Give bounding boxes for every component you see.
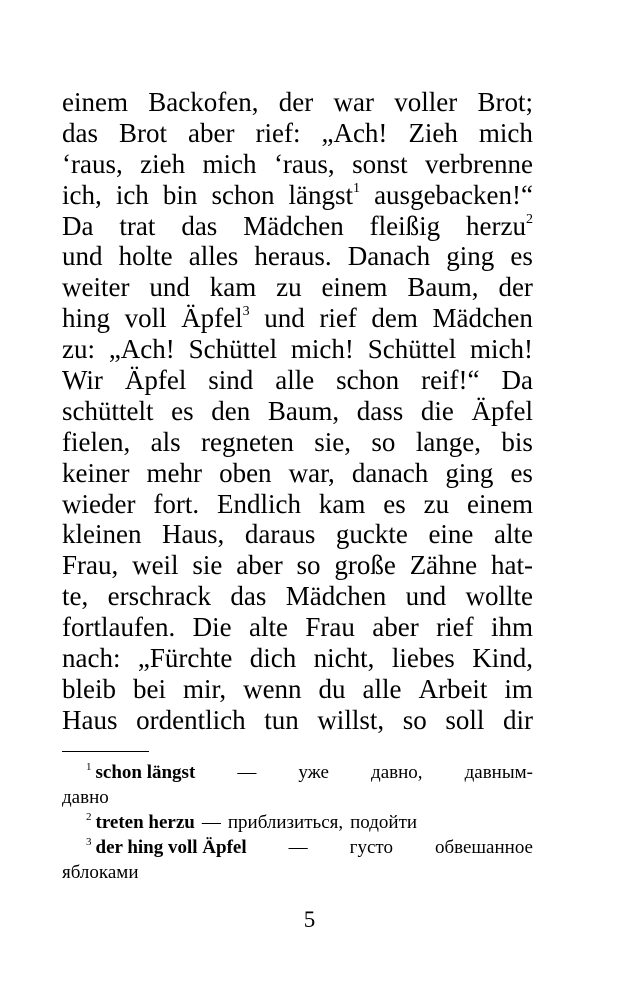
footnote-3-continuation: яблоками bbox=[62, 862, 139, 883]
text-word: und bbox=[62, 241, 103, 272]
footnote-1-line-1 bbox=[62, 760, 533, 785]
text-word: mich! bbox=[470, 334, 533, 365]
text-word: zieh bbox=[140, 148, 186, 179]
text-word: dass bbox=[356, 395, 404, 426]
text-word: so bbox=[402, 704, 427, 735]
text-word: alte bbox=[493, 519, 533, 550]
text-word: Zähne bbox=[409, 550, 478, 581]
text-word: nach: bbox=[62, 643, 121, 674]
text-word: wenn bbox=[243, 673, 302, 704]
text-word: ihm bbox=[490, 612, 533, 643]
text-word: fort. bbox=[153, 488, 200, 519]
text-word: schon bbox=[336, 365, 400, 396]
text-word: die bbox=[420, 395, 454, 426]
text-line bbox=[62, 272, 533, 303]
text-word: ging bbox=[446, 241, 495, 272]
text-word: bei bbox=[132, 673, 166, 704]
text-word: mich! bbox=[290, 334, 354, 365]
text-word: eine bbox=[428, 519, 474, 550]
text-word: ging bbox=[445, 457, 494, 488]
text-word: Da bbox=[62, 210, 94, 241]
text-word: „Fürchte bbox=[137, 643, 233, 674]
footnote-3 bbox=[62, 835, 533, 885]
text-word: Schüttel bbox=[367, 334, 457, 365]
text-word: trat bbox=[119, 210, 156, 241]
text-word: nicht, bbox=[313, 643, 375, 674]
text-word: mich bbox=[202, 148, 257, 179]
text-word: ausgebacken!“ bbox=[374, 179, 533, 210]
footnote-1 bbox=[62, 760, 533, 810]
text-word: Backofen, bbox=[148, 87, 259, 117]
footnote-3-marker: 3 bbox=[86, 835, 92, 848]
text-line bbox=[62, 365, 533, 396]
text-word: alte bbox=[248, 612, 288, 643]
text-word: längst$^1$ bbox=[288, 179, 361, 210]
text-word: Haus, bbox=[162, 519, 225, 550]
text-line bbox=[62, 519, 533, 550]
footnote-2-line-1 bbox=[62, 810, 523, 835]
text-line bbox=[62, 118, 533, 149]
text-word: bleib bbox=[62, 673, 116, 704]
text-word: danach bbox=[351, 457, 429, 488]
text-word: ich bbox=[115, 179, 149, 210]
text-word: ‘raus, bbox=[273, 148, 335, 179]
text-word: so bbox=[371, 426, 396, 457]
text-word: sonst bbox=[352, 148, 408, 179]
text-line bbox=[62, 458, 533, 489]
text-word: so bbox=[296, 550, 321, 581]
footnote-1-marker: 1 bbox=[86, 760, 92, 773]
text-line bbox=[62, 427, 533, 458]
text-word: herzu$^2$ bbox=[466, 210, 533, 241]
text-word: große bbox=[334, 550, 396, 581]
text-word: dem bbox=[371, 303, 418, 334]
text-word: alle bbox=[275, 365, 315, 396]
text-word: kam bbox=[318, 488, 366, 519]
text-word: willst, bbox=[317, 704, 385, 735]
text-word: Brot; bbox=[477, 87, 533, 117]
footnote-3-word: обвешанное bbox=[434, 837, 533, 858]
text-word: mehr bbox=[146, 457, 203, 488]
text-word: aber bbox=[236, 550, 283, 581]
footnote-2-word: подойти bbox=[350, 812, 418, 833]
text-line bbox=[62, 241, 533, 272]
footnote-1-dash: — bbox=[237, 762, 257, 783]
text-word: bis bbox=[501, 426, 533, 457]
text-word: zu bbox=[276, 272, 302, 303]
footnote-3-term: der hing voll Äpfel bbox=[95, 837, 247, 858]
text-word: zu: bbox=[62, 334, 95, 365]
footnote-3-dash: — bbox=[288, 837, 308, 858]
footnote-reference: 1 bbox=[353, 180, 361, 196]
text-word: Äpfel bbox=[471, 395, 533, 426]
text-word: schüttelt bbox=[62, 395, 154, 426]
text-line bbox=[62, 643, 533, 674]
footnote-1-word: уже bbox=[298, 762, 329, 783]
text-line bbox=[62, 489, 533, 520]
text-word: rief bbox=[319, 303, 357, 334]
text-word: oben bbox=[219, 457, 272, 488]
text-word: lange, bbox=[415, 426, 482, 457]
text-word: Zieh bbox=[408, 117, 458, 148]
text-word: mir, bbox=[182, 673, 227, 704]
text-word: Haus bbox=[62, 704, 118, 735]
text-word: holte bbox=[118, 241, 173, 272]
text-word: Mädchen bbox=[243, 210, 344, 241]
main-text bbox=[62, 87, 533, 736]
text-word: einem bbox=[321, 272, 388, 303]
text-word: Frau, bbox=[62, 550, 119, 581]
text-word: fortlaufen. bbox=[62, 612, 176, 643]
footnote-1-continuation: давно bbox=[62, 787, 109, 808]
text-word: hat- bbox=[490, 550, 533, 581]
text-word: Die bbox=[192, 612, 232, 643]
text-word: Mädchen bbox=[432, 303, 533, 334]
text-word: einem bbox=[62, 87, 128, 117]
text-word: als bbox=[150, 426, 181, 457]
footnote-2-term: treten herzu bbox=[95, 812, 195, 833]
text-word: Da bbox=[501, 365, 533, 396]
text-word: alles bbox=[188, 241, 239, 272]
text-word: daraus bbox=[244, 519, 316, 550]
text-word: fielen, bbox=[62, 426, 131, 457]
text-word: Äpfel bbox=[124, 365, 187, 396]
text-word: das bbox=[230, 581, 267, 612]
text-word: tun bbox=[264, 704, 299, 735]
text-word: bin bbox=[162, 179, 198, 210]
text-word: kleinen bbox=[62, 519, 142, 550]
text-word: das bbox=[62, 117, 98, 148]
text-word: es bbox=[171, 395, 194, 426]
text-line bbox=[62, 87, 533, 118]
text-word: sind bbox=[208, 365, 254, 396]
text-word: Mädchen bbox=[285, 581, 387, 612]
text-line bbox=[62, 180, 533, 211]
text-word: voller bbox=[394, 87, 458, 117]
text-word: und bbox=[264, 303, 305, 334]
text-word: soll bbox=[445, 704, 485, 735]
text-word: aber bbox=[372, 612, 419, 643]
text-word: rief bbox=[436, 612, 474, 643]
text-word: regneten bbox=[200, 426, 294, 457]
footnote-1-word: давным- bbox=[464, 762, 533, 783]
footnotes bbox=[62, 760, 533, 885]
text-word: und bbox=[405, 581, 447, 612]
text-word: rief: bbox=[255, 117, 301, 148]
page-number: 5 bbox=[303, 907, 316, 932]
text-word: der bbox=[278, 87, 314, 117]
text-word: Brot bbox=[119, 117, 168, 148]
text-word: Kind, bbox=[472, 643, 533, 674]
text-word: weiter bbox=[62, 272, 130, 303]
text-line bbox=[62, 396, 533, 427]
text-word: Baum, bbox=[407, 272, 479, 303]
text-word: einem bbox=[467, 488, 533, 519]
text-word: dir bbox=[502, 704, 533, 735]
text-word: mich bbox=[478, 117, 533, 148]
text-word: keiner bbox=[62, 457, 130, 488]
footnote-3-line-1 bbox=[62, 835, 533, 860]
footnote-3-line-2 bbox=[62, 860, 533, 885]
text-word: guckte bbox=[335, 519, 408, 550]
text-word: es bbox=[383, 488, 406, 519]
text-word: den bbox=[211, 395, 251, 426]
text-word: dich bbox=[249, 643, 297, 674]
text-word: es bbox=[510, 457, 533, 488]
text-word: war bbox=[333, 87, 374, 117]
footnote-1-word: давно, bbox=[371, 762, 423, 783]
footnote-reference: 2 bbox=[526, 211, 533, 227]
text-word: liebes bbox=[391, 643, 455, 674]
text-line bbox=[62, 705, 533, 736]
text-word: Danach bbox=[347, 241, 431, 272]
text-line bbox=[62, 550, 533, 581]
footnote-1-term: schon längst bbox=[95, 762, 196, 783]
text-word: und bbox=[149, 272, 190, 303]
text-word: heraus. bbox=[254, 241, 332, 272]
text-word: es bbox=[510, 241, 533, 272]
text-word: alle bbox=[362, 673, 402, 704]
footnote-separator bbox=[62, 751, 149, 752]
text-word: Äpfel$^3$ bbox=[181, 303, 250, 334]
text-word: erschrack bbox=[107, 581, 212, 612]
text-word: wollte bbox=[465, 581, 533, 612]
text-word: ich, bbox=[62, 179, 102, 210]
text-line bbox=[62, 612, 533, 643]
text-line bbox=[62, 149, 533, 180]
text-word: zu bbox=[423, 488, 450, 519]
text-word: der bbox=[498, 272, 533, 303]
text-line bbox=[62, 334, 533, 365]
text-word: weil bbox=[132, 550, 179, 581]
text-word: fleißig bbox=[369, 210, 441, 241]
text-word: ‘raus, bbox=[62, 148, 123, 179]
text-word: du bbox=[318, 673, 346, 704]
text-word: wieder bbox=[62, 488, 136, 519]
footnote-2-marker: 2 bbox=[86, 810, 92, 823]
text-word: Baum, bbox=[267, 395, 340, 426]
footnote-2-dash: — bbox=[201, 812, 221, 833]
footnote-3-word: густо bbox=[349, 837, 393, 858]
text-word: „Ach! bbox=[321, 117, 388, 148]
text-line bbox=[62, 211, 533, 242]
text-line bbox=[62, 674, 533, 705]
text-word: sie, bbox=[314, 426, 352, 457]
text-word: schon bbox=[211, 179, 275, 210]
text-word: voll bbox=[124, 303, 167, 334]
text-word: war, bbox=[288, 457, 335, 488]
text-word: Frau bbox=[305, 612, 355, 643]
text-word: das bbox=[181, 210, 218, 241]
text-line bbox=[62, 581, 533, 612]
text-word: ordentlich bbox=[136, 704, 246, 735]
text-word: im bbox=[504, 673, 533, 704]
text-word: hing bbox=[62, 303, 111, 334]
footnote-reference: 3 bbox=[242, 304, 250, 320]
text-word: aber bbox=[188, 117, 235, 148]
text-word: te, bbox=[62, 581, 89, 612]
text-line bbox=[62, 303, 533, 334]
text-word: Arbeit bbox=[418, 673, 488, 704]
text-word: Schüttel bbox=[188, 334, 278, 365]
text-word: kam bbox=[209, 272, 257, 303]
text-word: „Ach! bbox=[108, 334, 175, 365]
footnote-2 bbox=[62, 810, 533, 835]
text-word: Endlich bbox=[216, 488, 301, 519]
text-word: sie bbox=[192, 550, 223, 581]
footnote-1-line-2 bbox=[62, 785, 533, 810]
text-word: reif!“ bbox=[421, 365, 480, 396]
text-word: verbrenne bbox=[425, 148, 533, 179]
text-word: Wir bbox=[62, 365, 103, 396]
footnote-2-word: приблизиться, bbox=[227, 812, 344, 833]
